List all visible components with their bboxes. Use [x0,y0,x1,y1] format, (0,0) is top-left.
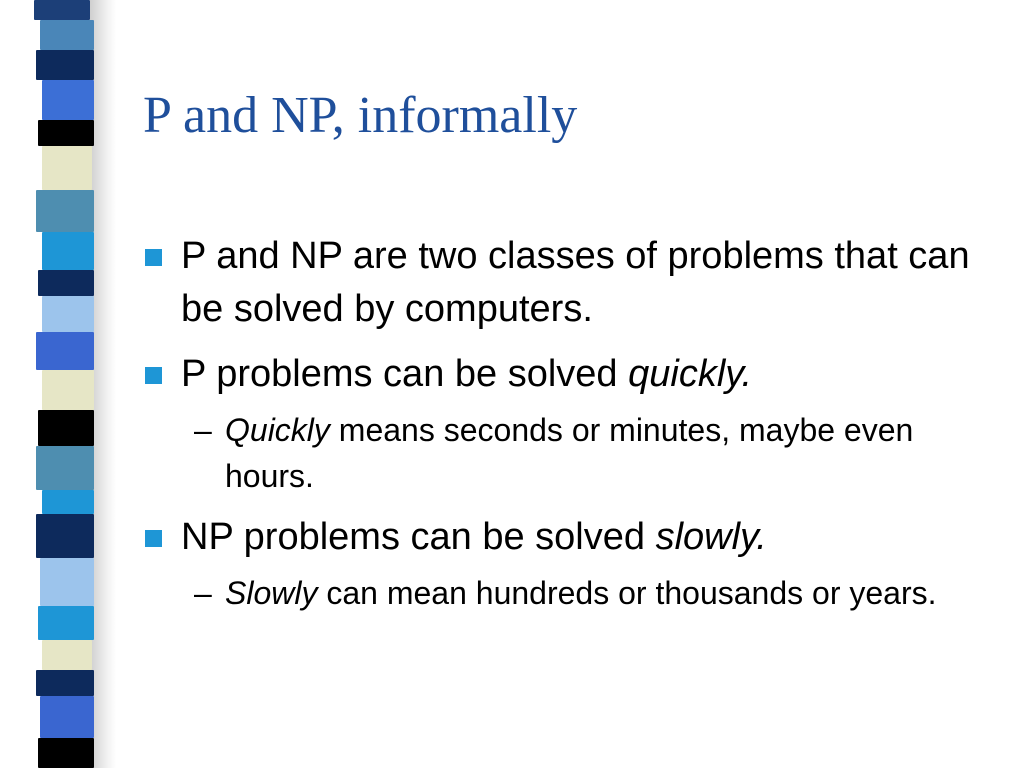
stripe-band [40,696,94,738]
slide-body [143,230,1003,628]
bullet-text: NP problems can be solved [181,516,656,558]
stripe-band [38,410,94,446]
stripe-band [42,146,92,190]
bullet-emphasis: slowly. [655,516,767,558]
bullet-item [143,511,1003,564]
stripe-band [38,120,94,146]
square-bullet-icon [145,530,162,547]
stripe-band [42,640,92,670]
stripe-band [36,670,94,696]
stripe-band [34,0,90,20]
bullet-item [143,230,1003,336]
dash-bullet: – [194,575,212,611]
stripe-band [36,446,94,490]
stripe-band [42,490,94,514]
stripe-band [36,190,94,232]
stripe-band [38,270,94,296]
stripe-band [38,738,94,768]
stripe-band [40,558,94,606]
stripe-band [42,370,94,410]
slide-title: P and NP, informally [143,87,578,144]
decorative-stripe [30,0,100,768]
bullet-text: P problems can be solved [181,353,629,395]
stripe-band [42,296,94,332]
stripe-band [42,232,94,270]
square-bullet-icon [145,249,162,266]
stripe-band [40,20,94,50]
sub-bullet-text: means seconds or minutes, maybe even hours. [225,412,914,494]
stripe-band [42,80,94,120]
stripe-band [38,606,94,640]
stripe-band [36,50,94,80]
sub-bullet-item [143,570,1003,616]
sub-bullet-emphasis: Slowly [225,575,318,611]
sub-bullet-emphasis: Quickly [225,412,330,448]
stripe-band [36,332,94,370]
bullet-item [143,348,1003,401]
bullet-emphasis: quickly. [628,353,753,395]
bullet-text: P and NP are two classes of problems that can be solved by computers. [181,235,970,330]
stripe-band [36,514,94,558]
sub-bullet-item [143,407,1003,499]
dash-bullet: – [194,412,212,448]
sub-bullet-text: can mean hundreds or thousands or years. [317,575,937,611]
square-bullet-icon [145,367,162,384]
